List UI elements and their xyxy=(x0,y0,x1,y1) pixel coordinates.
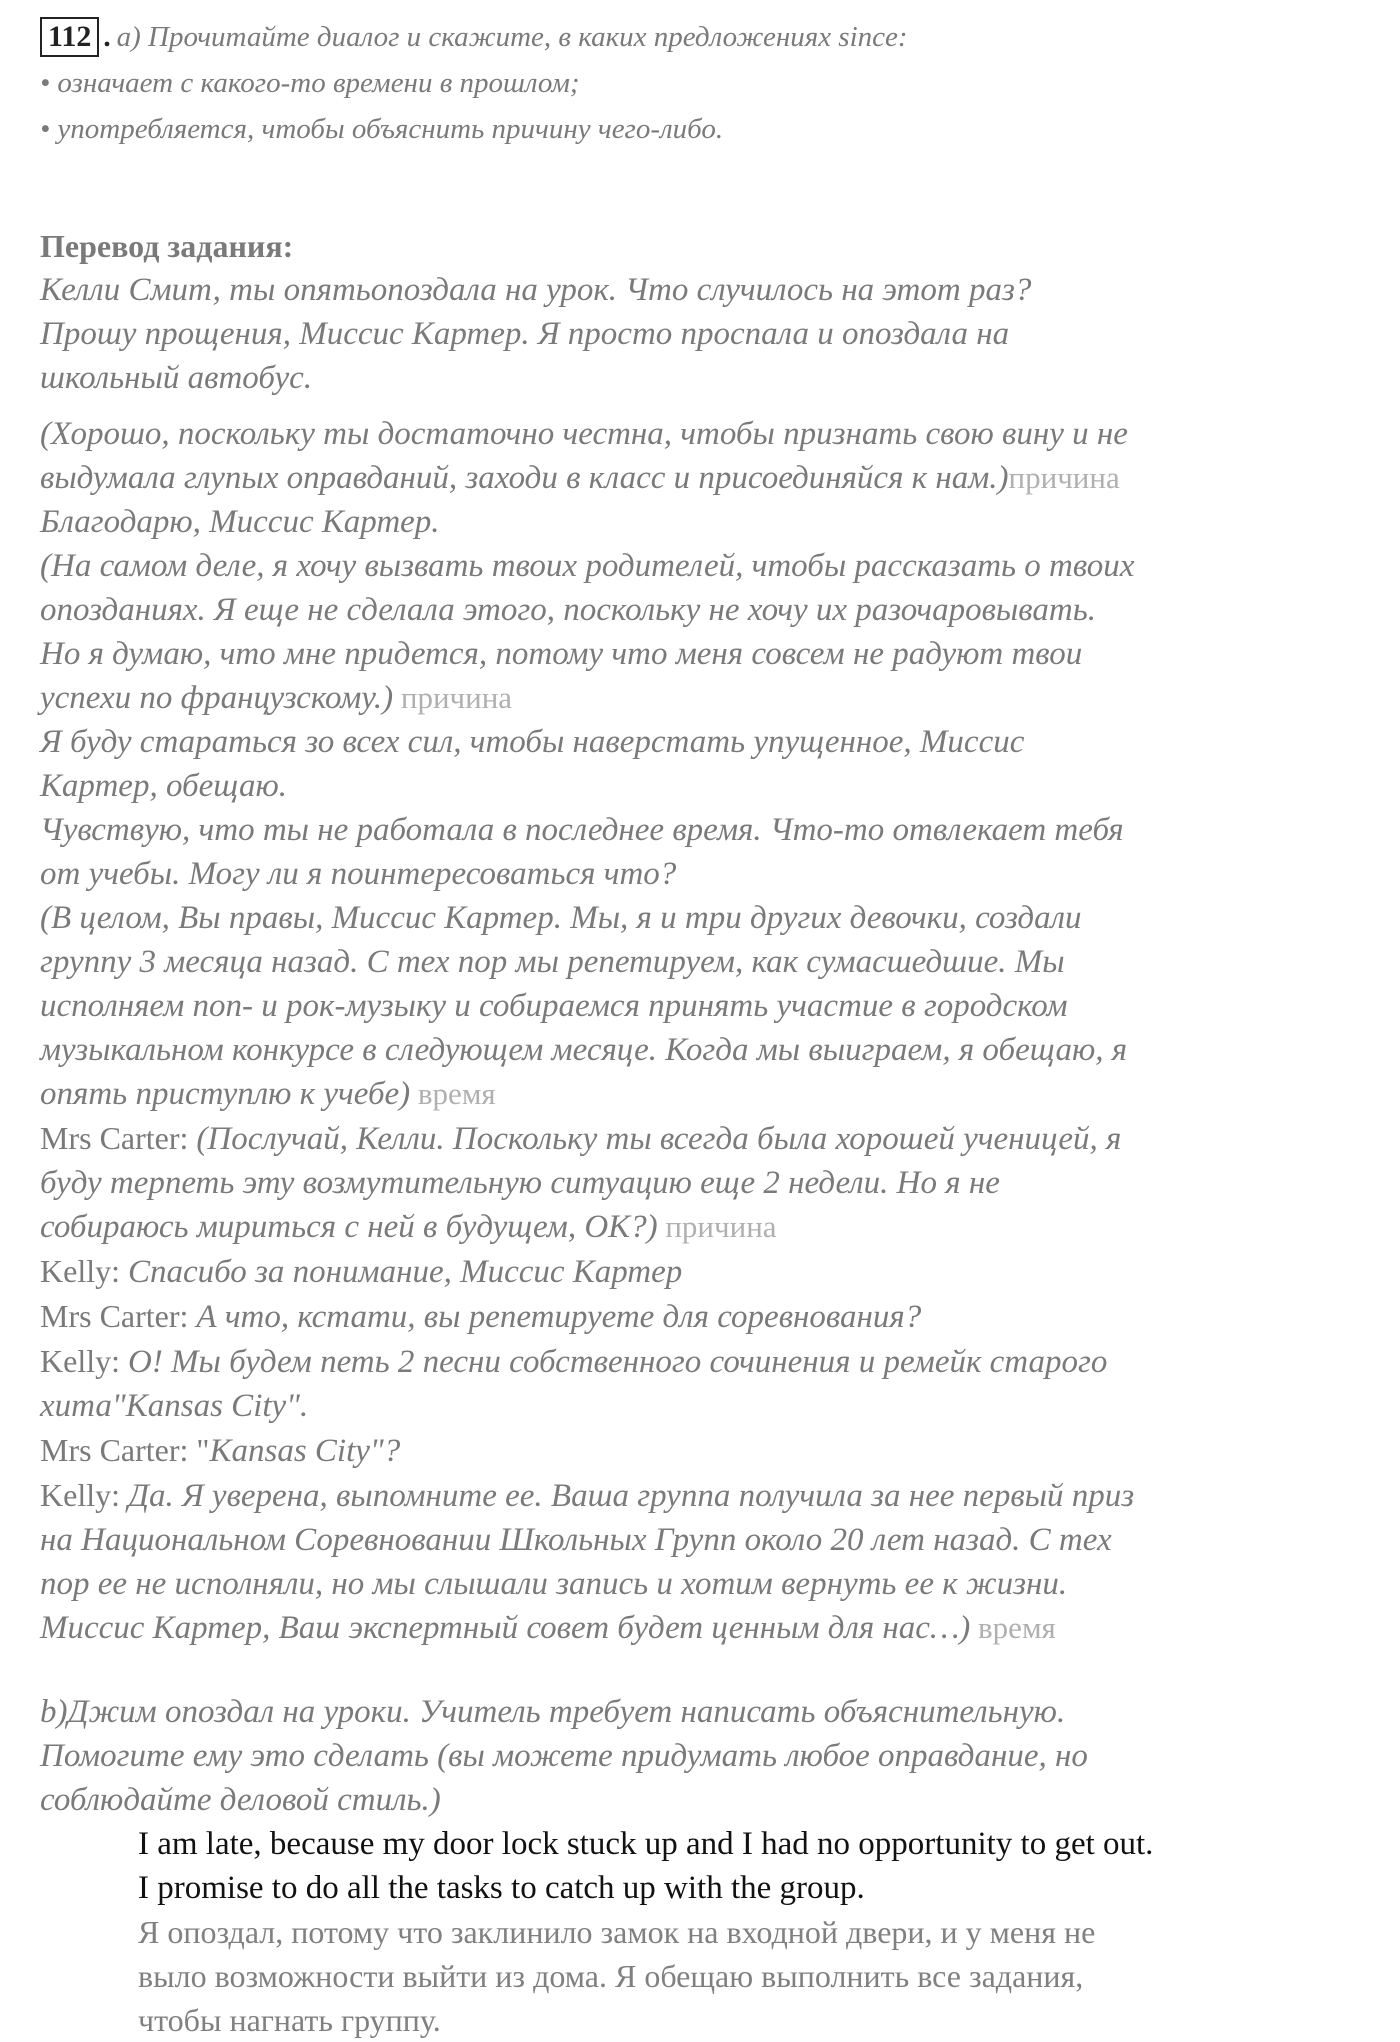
dialogue-text: группу 3 месяца назад. С тех пор мы репетируем, как сумасшедшие. Мы xyxy=(40,944,1065,980)
since-meaning-tag: причина xyxy=(1008,460,1120,495)
part-b-task xyxy=(40,1690,1360,1822)
dialogue-line xyxy=(40,1161,1360,1205)
dialogue-text: (Послучай, Келли. Поскольку ты всегда была хорошей ученицей, я xyxy=(196,1121,1122,1157)
dialogue-text: (На самом деле, я хочу вызвать твоих родителей, чтобы рассказать о твоих xyxy=(40,548,1135,584)
dialogue-text: исполняем поп- и рок-музыку и собираемся принять участие в городском xyxy=(40,988,1068,1024)
since-meaning-tag: причина xyxy=(657,1209,777,1244)
dialogue-line xyxy=(40,1116,1360,1161)
dialogue-text: Благодарю, Миссис Картер. xyxy=(40,504,440,540)
dialogue-line xyxy=(40,500,1360,544)
dialogue-text: Келли Смит, ты опятьопоздала на урок. Что случилось на этот раз? xyxy=(40,272,1032,308)
since-meaning-tag: время xyxy=(970,1610,1056,1645)
exercise-number: 112 xyxy=(40,17,99,57)
dialogue-line xyxy=(40,896,1360,940)
answer-english-line: I am late, because my door lock stuck up and I had no opportunity to get out. xyxy=(138,1826,1154,1862)
dialogue-line xyxy=(40,940,1360,984)
dialogue-text: (В целом, Вы правы, Миссис Картер. Мы, я и три других девочки, создали xyxy=(40,900,1082,936)
dialogue-text: Но я думаю, что мне придется, потому что меня совсем не радуют твои xyxy=(40,636,1083,672)
part-b-line: соблюдайте деловой стиль.) xyxy=(40,1782,441,1818)
dialogue-line xyxy=(40,544,1360,588)
dialogue-text: А что, кстати, вы репетируете для соревнования? xyxy=(196,1299,922,1335)
since-meaning-tag: время xyxy=(410,1076,496,1111)
dialogue-line xyxy=(40,852,1360,896)
answer-block xyxy=(40,1822,1360,2042)
dialogue-line xyxy=(40,1072,1360,1116)
dialogue-line xyxy=(40,1294,1360,1339)
dialogue-line xyxy=(40,1518,1360,1562)
dialogue-line xyxy=(40,356,1360,400)
dialogue-line xyxy=(40,808,1360,852)
dialogue-line xyxy=(40,1562,1360,1606)
speaker-label: Kelly: xyxy=(40,1343,128,1379)
dialogue-line xyxy=(40,1339,1360,1384)
dialogue-text: музыкальном конкурсе в следующем месяце. Когда мы выиграем, я обещаю, я xyxy=(40,1032,1128,1068)
dialogue-text: на Национальном Соревновании Школьных Групп около 20 лет назад. С тех xyxy=(40,1522,1112,1558)
exercise-bullet: • употребляется, чтобы объяснить причину чего-либо. xyxy=(40,113,724,145)
dialogue-line xyxy=(40,1205,1360,1249)
speaker-label: Mrs Carter: xyxy=(40,1120,197,1156)
translation-title: Перевод задания: xyxy=(40,228,294,264)
dialogue-text: успехи по французскому.) xyxy=(40,680,394,716)
dialogue-line xyxy=(40,312,1360,356)
dialogue-text: школьный автобус. xyxy=(40,360,313,396)
dialogue-text: Я буду стараться зо всех сил, чтобы наверстать упущенное, Миссис xyxy=(40,724,1025,760)
speaker-label: Mrs Carter: xyxy=(40,1298,197,1334)
exercise-prompt-line xyxy=(40,14,1360,60)
dialogue-line xyxy=(40,1384,1360,1428)
dialogue-text: Чувствую, что ты не работала в последнее время. Что-то отвлекает тебя xyxy=(40,812,1124,848)
speaker-label: Mrs Carter: " xyxy=(40,1432,210,1468)
dialogue-text: Картер, обещаю. xyxy=(40,768,288,804)
dialogue-line xyxy=(40,632,1360,676)
dialogue-text: Спасибо за понимание, Миссис Картер xyxy=(127,1254,683,1290)
worksheet-page xyxy=(40,14,1360,2042)
dialogue-line xyxy=(40,1606,1360,1650)
dialogue-line xyxy=(40,1249,1360,1294)
dialogue-text: (Хорошо, поскольку ты достаточно честна, чтобы признать свою вину и не xyxy=(40,416,1128,452)
answer-russian-line: выло возможности выйти из дома. Я обещаю выполнить все задания, xyxy=(138,1958,1084,1994)
dialogue-text: пор ее не исполняли, но мы слышали запись и хотим вернуть ее к жизни. xyxy=(40,1566,1068,1602)
exercise-bullet: • означает с какого-то времени в прошлом; xyxy=(40,67,580,99)
since-meaning-tag: причина xyxy=(393,680,513,715)
dialogue-text: от учебы. Могу ли я поинтересоваться что? xyxy=(40,856,677,892)
dialogue-text: Да. Я уверена, выпомните ее. Ваша группа получила за нее первый приз xyxy=(127,1478,1135,1514)
dialogue-text: выдумала глупых оправданий, заходи в класс и присоединяйся к нам.) xyxy=(40,460,1009,496)
speaker-label: Kelly: xyxy=(40,1477,128,1513)
dialogue-line xyxy=(40,1473,1360,1518)
dialogue-line xyxy=(40,1428,1360,1473)
dialogue-line xyxy=(40,412,1360,456)
dialogue-text: опять приступлю к учебе) xyxy=(40,1076,411,1112)
dialogue-line xyxy=(40,268,1360,312)
dialogue-text: Прошу прощения, Миссис Картер. Я просто проспала и опоздала на xyxy=(40,316,1010,352)
dialogue-line xyxy=(40,984,1360,1028)
dialogue-line xyxy=(40,720,1360,764)
answer-english-line: I promise to do all the tasks to catch up with the group. xyxy=(138,1870,865,1906)
dialogue-line xyxy=(40,676,1360,720)
part-b-line: Помогите ему это сделать (вы можете придумать любое оправдание, но xyxy=(40,1738,1088,1774)
dialogue-text: буду терпеть эту возмутительную ситуацию еще 2 недели. Но я не xyxy=(40,1165,1000,1201)
dialogue-text: Kansas City"? xyxy=(209,1433,401,1469)
exercise-prompt: а) Прочитайте диалог и скажите, в каких предложениях since: xyxy=(116,21,908,53)
speaker-label: Kelly: xyxy=(40,1253,128,1289)
dialogue-line xyxy=(40,588,1360,632)
part-b-line: b)Джим опоздал на уроки. Учитель требует написать объяснительную. xyxy=(40,1694,1066,1730)
dialogue-text: хита"Kansas City". xyxy=(40,1388,309,1424)
dialogue-text: О! Мы будем петь 2 песни собственного сочинения и ремейк старого xyxy=(127,1344,1108,1380)
answer-russian-line: чтобы нагнать группу. xyxy=(138,2002,441,2038)
answer-russian-line: Я опоздал, потому что заклинило замок на входной двери, и у меня не xyxy=(138,1914,1096,1950)
dialogue-text: опозданиях. Я еще не сделала этого, поскольку не хочу их разочаровывать. xyxy=(40,592,1096,628)
exercise-header xyxy=(40,14,1360,152)
dialogue-text: собираюсь мириться с ней в будущем, ОК?) xyxy=(40,1209,658,1245)
dialogue-line xyxy=(40,1028,1360,1072)
exercise-number-dot: . xyxy=(103,21,111,53)
dialogue-text: Миссис Картер, Ваш экспертный совет будет ценным для нас…) xyxy=(40,1610,971,1646)
dialogue-line xyxy=(40,764,1360,808)
translation-dialogue xyxy=(40,268,1360,1650)
dialogue-line xyxy=(40,456,1360,500)
